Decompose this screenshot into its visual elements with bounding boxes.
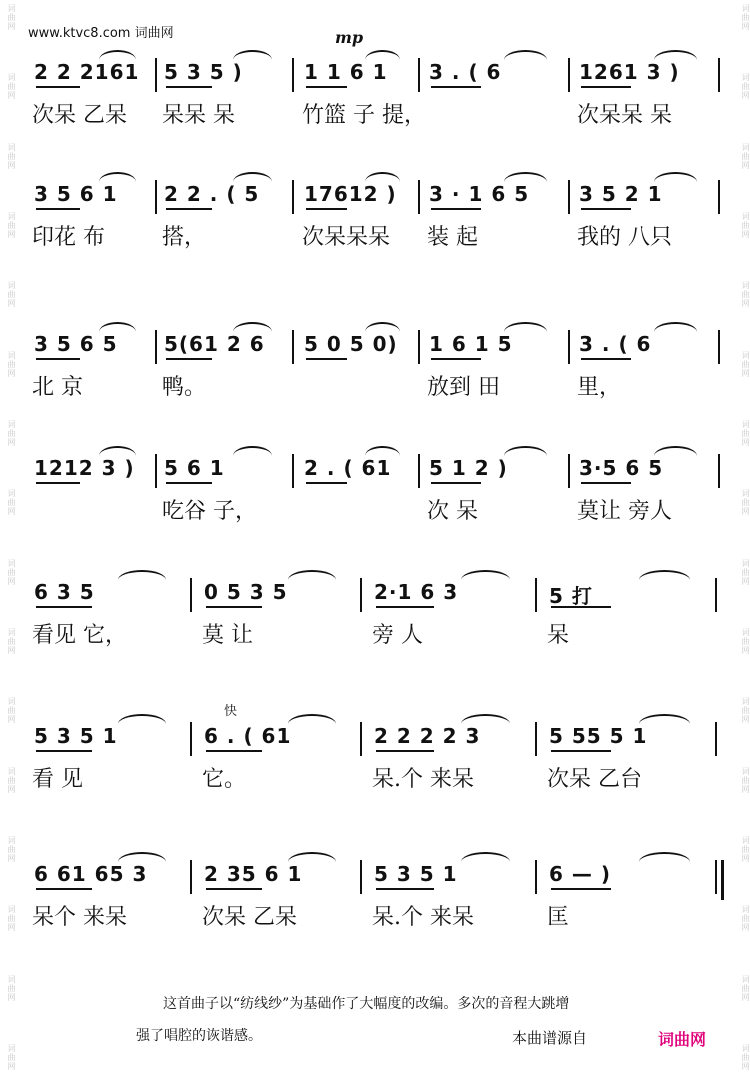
right-watermark: 词曲网 [741,905,750,933]
measure-notes: 5(61 2 6 [164,332,265,356]
right-watermark: 词曲网 [741,350,750,378]
bar-line [292,454,294,488]
slur-mark [654,172,697,182]
slur-mark [233,50,273,60]
measure-lyrics: 次 呆 [427,499,478,524]
dynamic-marking: mp [335,28,364,47]
right-watermark: 词曲网 [741,211,750,239]
measure-notes: 5 1 2 ) [429,456,508,480]
score-system [30,860,720,930]
bar-line [718,330,720,364]
left-watermark: 词曲网 [7,211,16,239]
beam-underline [36,750,92,752]
slur-mark [461,714,511,724]
score-system [30,330,720,400]
jianpu-score [30,0,720,960]
beam-underline [206,606,262,608]
beam-underline [166,86,212,88]
slur-mark [99,446,137,456]
beam-underline [166,208,212,210]
right-watermark: 词曲网 [741,281,750,309]
left-watermark: 词曲网 [7,974,16,1002]
bar-line [568,180,570,214]
right-watermark: 词曲网 [741,1043,750,1071]
measure-notes: 3 . ( 6 [429,60,502,84]
right-watermark: 词曲网 [741,558,750,586]
measure-notes: 5 3 5 ) [164,60,243,84]
slur-mark [504,50,547,60]
beam-underline [581,358,631,360]
bar-line [292,58,294,92]
measure-lyrics: 看见 它， [32,623,127,648]
measure-notes: 6 — ) [549,862,611,886]
slur-mark [365,322,400,332]
measure-lyrics: 它。 [202,767,247,792]
bar-line [155,454,157,488]
measure-lyrics: 次呆 乙台 [547,767,642,792]
beam-underline [306,86,347,88]
beam-underline [36,358,80,360]
beam-underline [206,888,262,890]
measure-notes: 3 5 6 1 [34,182,118,206]
right-watermark: 词曲网 [741,974,750,1002]
measure-notes: 6 . ( 61 [204,724,292,748]
measure-lyrics: 北 京 [32,375,83,400]
measure-lyrics: 装 起 [427,225,478,250]
bar-line [155,330,157,364]
right-watermark-strip [734,0,750,1075]
bar-line [292,330,294,364]
measure-notes: 3 · 1 6 5 [429,182,530,206]
beam-underline [431,358,481,360]
beam-underline [581,208,631,210]
tempo-marking: 快 [224,704,238,719]
bar-line [715,578,717,612]
beam-underline [206,750,262,752]
slur-mark [639,570,690,580]
measure-lyrics: 呆 [547,623,570,648]
score-note-line: 这首曲子以“纺线纱”为基础作了大幅度的改编。多次的音程大跳增 [163,996,570,1012]
measure-lyrics: 里， [577,375,622,400]
measure-lyrics: 莫 让 [202,623,253,648]
bar-line [715,722,717,756]
measure-notes: 2 . ( 61 [304,456,392,480]
measure-notes: 5 6 1 [164,456,225,480]
left-watermark: 词曲网 [7,142,16,170]
bar-line [535,722,537,756]
left-watermark: 词曲网 [7,697,16,725]
slur-mark [233,446,273,456]
site-name: 词曲网 [134,26,174,41]
measure-notes: 2 2 . ( 5 [164,182,260,206]
beam-underline [36,606,92,608]
slur-mark [118,570,166,580]
measure-lyrics: 呆.个 来呆 [372,905,474,930]
slur-mark [504,172,547,182]
measure-notes: 17612 ) [304,182,397,206]
left-watermark: 词曲网 [7,73,16,101]
measure-lyrics: 鸭。 [162,375,207,400]
measure-notes: 5 55 5 1 [549,724,648,748]
slur-mark [461,852,511,862]
measure-lyrics: 旁 人 [372,623,423,648]
slur-mark [288,714,336,724]
measure-notes: 2·1 6 3 [374,580,459,604]
slur-mark [461,570,511,580]
bar-line [535,860,537,894]
bar-line [535,578,537,612]
measure-notes: 3 5 6 5 [34,332,118,356]
slur-mark [365,446,400,456]
slur-mark [654,50,697,60]
left-watermark: 词曲网 [7,281,16,309]
left-watermark: 词曲网 [7,419,16,447]
score-system [30,180,720,250]
beam-underline [306,358,347,360]
bar-line [360,578,362,612]
slur-mark [654,446,697,456]
slur-mark [233,322,273,332]
beam-underline [36,86,80,88]
slur-mark [504,322,547,332]
beam-underline [431,208,481,210]
right-watermark: 词曲网 [741,766,750,794]
left-watermark: 词曲网 [7,1043,16,1071]
beam-underline [376,606,434,608]
final-bar-line [721,860,724,900]
measure-notes: 2 2 2161 [34,60,140,84]
footer-source: 本曲谱源自 [512,1029,588,1047]
measure-lyrics: 呆.个 来呆 [372,767,474,792]
score-note [136,988,723,1052]
beam-underline [36,208,80,210]
score-system [30,58,720,128]
slur-mark [99,172,137,182]
left-watermark: 词曲网 [7,350,16,378]
score-system [30,578,720,648]
bar-line [190,722,192,756]
beam-underline [306,482,347,484]
measure-notes: 5 打 [549,584,593,608]
right-watermark: 词曲网 [741,835,750,863]
bar-line [292,180,294,214]
measure-lyrics: 呆呆 呆 [162,103,235,128]
bar-line [568,454,570,488]
bar-line [718,180,720,214]
slur-mark [288,570,336,580]
measure-lyrics: 搭， [162,225,207,250]
slur-mark [365,172,400,182]
measure-lyrics: 放到 田 [427,375,500,400]
measure-notes: 1 6 1 5 [429,332,513,356]
measure-lyrics: 次呆 乙呆 [202,905,297,930]
measure-notes: 1 1 6 1 [304,60,388,84]
slur-mark [639,714,690,724]
beam-underline [431,86,481,88]
right-watermark: 词曲网 [741,142,750,170]
measure-notes: 2 35 6 1 [204,862,303,886]
bar-line [418,454,420,488]
beam-underline [551,750,611,752]
measure-notes: 6 61 65 3 [34,862,148,886]
bar-line [155,180,157,214]
score-note-line: 强了唱腔的诙谐感。 [136,1028,262,1044]
bar-line [360,722,362,756]
slur-mark [654,322,697,332]
right-watermark: 词曲网 [741,419,750,447]
left-watermark: 词曲网 [7,489,16,517]
slur-mark [365,50,400,60]
slur-mark [118,852,166,862]
measure-lyrics: 次呆 乙呆 [32,103,127,128]
bar-line [418,180,420,214]
bar-line [360,860,362,894]
bar-line [190,860,192,894]
measure-lyrics: 看 见 [32,767,83,792]
left-watermark: 词曲网 [7,766,16,794]
measure-lyrics: 次呆呆 呆 [577,103,672,128]
measure-lyrics: 次呆呆呆 [302,225,391,250]
bar-line [568,58,570,92]
beam-underline [166,482,212,484]
measure-notes: 1212 3 ) [34,456,135,480]
measure-lyrics: 莫让 旁人 [577,499,672,524]
right-watermark: 词曲网 [741,489,750,517]
slur-mark [504,446,547,456]
left-watermark-strip [0,0,16,1075]
slur-mark [288,852,336,862]
beam-underline [551,888,611,890]
measure-notes: 2 2 2 2 3 [374,724,481,748]
left-watermark: 词曲网 [7,905,16,933]
left-watermark: 词曲网 [7,558,16,586]
measure-lyrics: 呆个 来呆 [32,905,127,930]
bar-line [190,578,192,612]
beam-underline [376,750,434,752]
beam-underline [36,482,80,484]
bar-line [715,860,717,894]
right-watermark: 词曲网 [741,697,750,725]
right-watermark: 词曲网 [741,4,750,31]
measure-lyrics: 匡 [547,905,570,930]
right-watermark: 词曲网 [741,73,750,101]
left-watermark: 词曲网 [7,627,16,655]
measure-notes: 1261 3 ) [579,60,680,84]
bar-line [418,330,420,364]
beam-underline [431,482,481,484]
left-watermark: 词曲网 [7,835,16,863]
measure-notes: 3 5 2 1 [579,182,663,206]
bar-line [718,58,720,92]
measure-notes: 5 3 5 1 [34,724,118,748]
bar-line [718,454,720,488]
beam-underline [306,208,347,210]
right-watermark: 词曲网 [741,627,750,655]
bar-line [418,58,420,92]
beam-underline [581,86,631,88]
score-system [30,722,720,792]
slur-mark [99,50,137,60]
slur-mark [233,172,273,182]
left-watermark: 词曲网 [7,4,16,31]
slur-mark [639,852,690,862]
bar-line [155,58,157,92]
measure-lyrics: 竹篮 子 提， [302,103,426,128]
measure-notes: 3 . ( 6 [579,332,652,356]
measure-notes: 5 0 5 0) [304,332,398,356]
measure-lyrics: 印花 布 [32,225,105,250]
footer-brand-logo: 词曲网 [658,1030,707,1049]
beam-underline [36,888,92,890]
beam-underline [376,888,434,890]
site-url: www.ktvc8.com [28,26,131,41]
score-system [30,454,720,524]
measure-notes: 0 5 3 5 [204,580,288,604]
bar-line [568,330,570,364]
measure-lyrics: 我的 八只 [577,225,672,250]
beam-underline [581,482,631,484]
beam-underline [166,358,212,360]
measure-notes: 5 3 5 1 [374,862,458,886]
measure-lyrics: 吃谷 子， [162,499,257,524]
measure-notes: 6 3 5 [34,580,95,604]
slur-mark [99,322,137,332]
measure-notes: 3·5 6 5 [579,456,664,480]
slur-mark [118,714,166,724]
